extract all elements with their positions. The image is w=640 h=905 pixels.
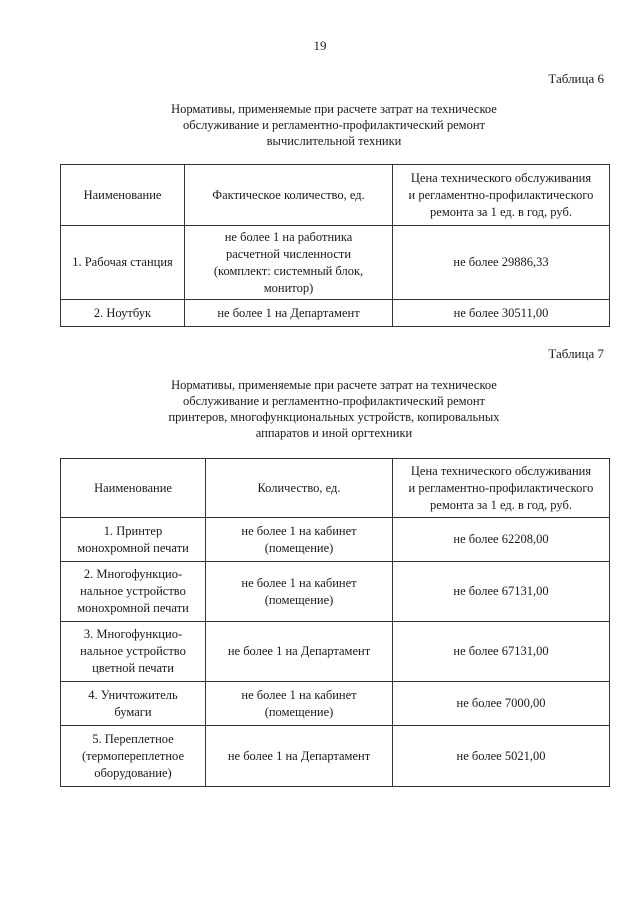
cell-price: не более 67131,00 xyxy=(393,622,610,682)
cell-quantity xyxy=(206,726,393,787)
cell-quantity xyxy=(185,300,393,327)
table-6-heading xyxy=(60,101,608,149)
cell-line: (помещение) xyxy=(264,540,334,555)
table-row xyxy=(61,300,610,327)
table-7-label: Таблица 7 xyxy=(548,346,604,361)
cell-name xyxy=(61,300,185,327)
header-price-line: Цена технического обслуживания xyxy=(410,170,592,185)
cell-name xyxy=(61,518,206,562)
heading-line: обслуживание и регламентно-профилактический ремонт xyxy=(183,118,485,132)
cell-line: 2. Многофункцио- xyxy=(83,567,183,581)
table-6 xyxy=(60,164,610,327)
cell-line: расчетной численности xyxy=(225,246,352,261)
cell-line: монитор) xyxy=(263,280,314,295)
cell-line: бумаги xyxy=(114,704,152,719)
cell-line: (термопереплетное xyxy=(81,748,184,763)
cell-name xyxy=(61,726,206,787)
header-name: Наименование xyxy=(61,459,206,518)
header-quantity: Количество, ед. xyxy=(206,459,393,518)
cell-price: не более 62208,00 xyxy=(393,518,610,562)
cell-price: не более 29886,33 xyxy=(393,226,610,300)
cell-quantity xyxy=(206,682,393,726)
cell-quantity xyxy=(206,562,393,622)
cell-price: не более 67131,00 xyxy=(393,562,610,622)
table-row xyxy=(61,562,610,622)
header-price-line: ремонта за 1 ед. в год, руб. xyxy=(430,204,572,219)
table-header-row xyxy=(61,459,610,518)
table-7-heading xyxy=(60,377,608,441)
heading-line: Нормативы, применяемые при расчете затрат на техническое xyxy=(171,378,497,392)
cell-name xyxy=(61,622,206,682)
header-price-line: и регламентно-профилактического xyxy=(408,187,594,202)
cell-line: 4. Уничтожитель xyxy=(88,687,178,702)
heading-line: вычислительной техники xyxy=(266,134,402,148)
heading-line: обслуживание и регламентно-профилактический ремонт xyxy=(183,394,485,408)
cell-line: не более 1 на работника xyxy=(224,229,353,244)
table-6-label: Таблица 6 xyxy=(548,71,604,86)
cell-line: не более 1 на Департамент xyxy=(217,305,360,320)
heading-line: Нормативы, применяемые при расчете затрат на техническое xyxy=(171,102,497,116)
cell-line: не более 1 на Департамент xyxy=(227,748,371,763)
header-quantity: Фактическое количество, ед. xyxy=(185,165,393,226)
cell-price: не более 7000,00 xyxy=(393,682,610,726)
table-row xyxy=(61,726,610,787)
header-price-line: ремонта за 1 ед. в год, руб. xyxy=(430,497,572,512)
heading-line: аппаратов и иной оргтехники xyxy=(255,426,413,440)
cell-line: 2. Ноутбук xyxy=(93,305,152,320)
cell-line: не более 1 на кабинет xyxy=(241,575,357,590)
heading-line: принтеров, многофункциональных устройств, копировальных xyxy=(168,410,500,424)
table-row xyxy=(61,518,610,562)
cell-quantity xyxy=(206,622,393,682)
cell-quantity xyxy=(185,226,393,300)
cell-line: цветной печати xyxy=(92,661,174,675)
cell-line: 1. Принтер xyxy=(103,523,163,538)
table-row xyxy=(61,682,610,726)
cell-line: (комплект: системный блок, xyxy=(213,263,364,278)
cell-line: нальное устройство xyxy=(80,584,186,598)
table-row xyxy=(61,226,610,300)
header-name: Наименование xyxy=(61,165,185,226)
table-row xyxy=(61,622,610,682)
cell-line: не более 1 на кабинет xyxy=(241,523,357,538)
table-header-row xyxy=(61,165,610,226)
cell-line: 5. Переплетное xyxy=(92,731,174,746)
cell-line: монохромной печати xyxy=(77,540,189,555)
cell-name xyxy=(61,562,206,622)
cell-line: не более 1 на кабинет xyxy=(241,687,357,702)
header-price xyxy=(393,459,610,518)
cell-line: монохромной печати xyxy=(77,601,189,615)
cell-quantity xyxy=(206,518,393,562)
cell-line: (помещение) xyxy=(264,704,334,719)
cell-line: нальное устройство xyxy=(80,644,186,658)
cell-line: (помещение) xyxy=(264,592,334,607)
cell-price: не более 30511,00 xyxy=(393,300,610,327)
cell-name xyxy=(61,226,185,300)
header-price-line: и регламентно-профилактического xyxy=(408,480,594,495)
cell-line: не более 1 на Департамент xyxy=(227,644,371,658)
cell-name xyxy=(61,682,206,726)
cell-line: 3. Многофункцио- xyxy=(83,627,183,641)
cell-line: оборудование) xyxy=(94,765,172,780)
cell-price: не более 5021,00 xyxy=(393,726,610,787)
table-7 xyxy=(60,458,610,787)
cell-line: 1. Рабочая станция xyxy=(72,255,173,269)
page-number: 19 xyxy=(313,38,327,53)
header-price-line: Цена технического обслуживания xyxy=(410,463,592,478)
header-price xyxy=(393,165,610,226)
